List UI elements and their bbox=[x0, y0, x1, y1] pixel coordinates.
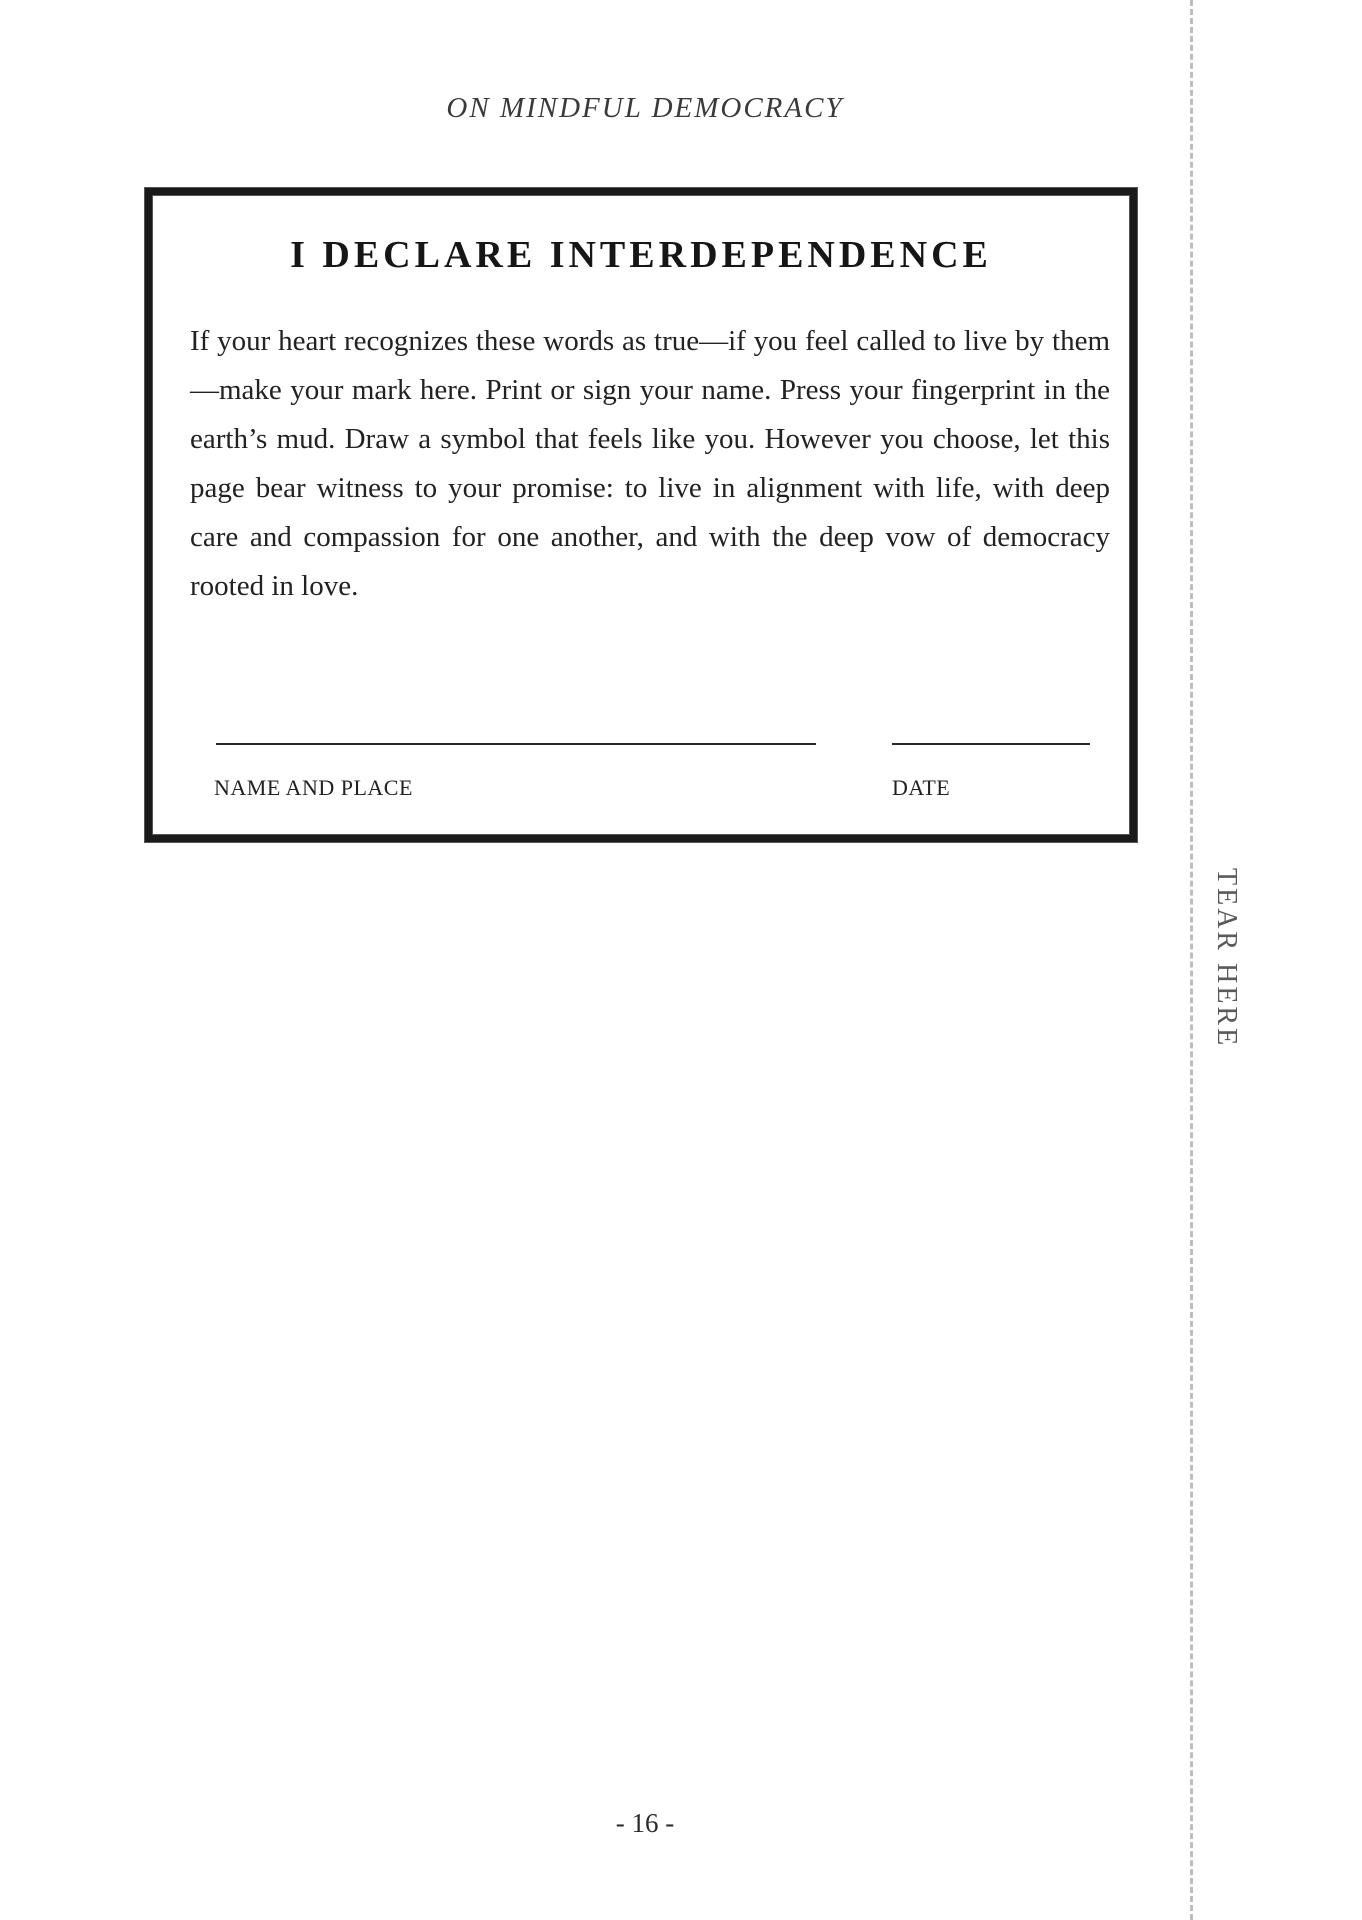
page-number: - 16 - bbox=[615, 1808, 675, 1838]
declaration-body: If your heart recognizes these words as true—if you feel called to live by them—make your mark here. Print or sign your name. Press your fingerprint in the earth’s mud. Draw a symbol that feels like you. However you choose, let this page bear witness to your promise: to live in alignment with life, with deep care and compassion for one another, and with the deep vow of democracy rooted in love. bbox=[190, 325, 1110, 602]
name-and-place-label: NAME AND PLACE bbox=[214, 775, 413, 800]
date-label: DATE bbox=[892, 775, 951, 800]
declaration-box bbox=[145, 188, 1137, 842]
tear-perforation-line bbox=[1190, 0, 1193, 1920]
running-head: ON MINDFUL DEMOCRACY bbox=[446, 92, 844, 124]
name-signature-line[interactable] bbox=[216, 743, 816, 745]
tear-here-label: TEAR HERE bbox=[1211, 868, 1242, 1049]
date-signature-line[interactable] bbox=[892, 743, 1090, 745]
declaration-title: I DECLARE INTERDEPENDENCE bbox=[290, 234, 992, 276]
